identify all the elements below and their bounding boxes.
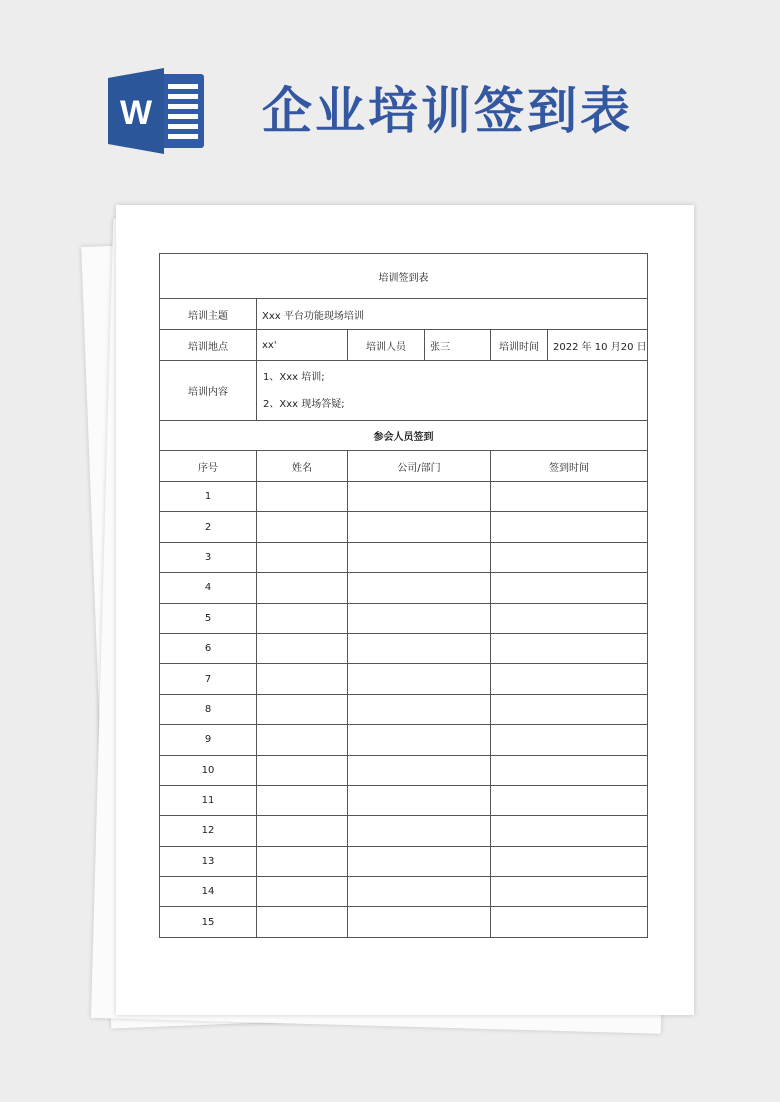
row-sign-time-cell[interactable] <box>491 664 648 694</box>
row-name-cell[interactable] <box>257 907 348 937</box>
row-index: 14 <box>160 877 257 907</box>
topic-value: Xxx 平台功能现场培训 <box>257 299 648 330</box>
table-row <box>160 573 648 603</box>
row-sign-time-cell[interactable] <box>491 633 648 663</box>
row-index: 4 <box>160 573 257 603</box>
row-department-cell[interactable] <box>348 542 491 572</box>
row-name-cell[interactable] <box>257 512 348 542</box>
row-department-cell[interactable] <box>348 512 491 542</box>
table-row <box>160 512 648 542</box>
row-department-cell[interactable] <box>348 846 491 876</box>
row-sign-time-cell[interactable] <box>491 816 648 846</box>
table-row <box>160 664 648 694</box>
row-name-cell[interactable] <box>257 542 348 572</box>
row-department-cell[interactable] <box>348 785 491 815</box>
row-index: 1 <box>160 482 257 512</box>
content-label: 培训内容 <box>160 361 257 421</box>
topic-label: 培训主题 <box>160 299 257 330</box>
row-name-cell[interactable] <box>257 785 348 815</box>
row-department-cell[interactable] <box>348 482 491 512</box>
row-index: 13 <box>160 846 257 876</box>
person-label: 培训人员 <box>348 330 425 361</box>
table-row <box>160 816 648 846</box>
content-line: 1、Xxx 培训; <box>263 371 325 383</box>
sign-in-form-table <box>159 253 648 938</box>
row-name-cell[interactable] <box>257 694 348 724</box>
row-index: 8 <box>160 694 257 724</box>
row-index: 5 <box>160 603 257 633</box>
row-department-cell[interactable] <box>348 633 491 663</box>
row-name-cell[interactable] <box>257 725 348 755</box>
row-department-cell[interactable] <box>348 877 491 907</box>
row-department-cell[interactable] <box>348 603 491 633</box>
banner-title: 企业培训签到表 <box>262 81 633 140</box>
row-department-cell[interactable] <box>348 816 491 846</box>
row-department-cell[interactable] <box>348 725 491 755</box>
table-row <box>160 755 648 785</box>
column-header-sign-time: 签到时间 <box>491 451 648 482</box>
word-app-icon <box>108 68 208 154</box>
location-label: 培训地点 <box>160 330 257 361</box>
table-row <box>160 542 648 572</box>
table-row <box>160 877 648 907</box>
row-name-cell[interactable] <box>257 482 348 512</box>
form-title: 培训签到表 <box>160 254 648 299</box>
row-department-cell[interactable] <box>348 664 491 694</box>
content-value <box>257 361 648 421</box>
word-logo-letter: W <box>119 94 153 132</box>
row-index: 7 <box>160 664 257 694</box>
column-header-name: 姓名 <box>257 451 348 482</box>
table-row <box>160 846 648 876</box>
row-sign-time-cell[interactable] <box>491 785 648 815</box>
table-row <box>160 785 648 815</box>
row-index: 2 <box>160 512 257 542</box>
row-index: 3 <box>160 542 257 572</box>
time-label: 培训时间 <box>491 330 548 361</box>
row-name-cell[interactable] <box>257 846 348 876</box>
section-title: 参会人员签到 <box>160 421 648 451</box>
row-sign-time-cell[interactable] <box>491 846 648 876</box>
row-index: 6 <box>160 633 257 663</box>
time-value: 2022 年 10 月20 日 <box>548 330 648 361</box>
row-department-cell[interactable] <box>348 573 491 603</box>
location-value: xx' <box>257 330 348 361</box>
table-row <box>160 907 648 937</box>
row-name-cell[interactable] <box>257 633 348 663</box>
table-row <box>160 633 648 663</box>
row-name-cell[interactable] <box>257 664 348 694</box>
row-department-cell[interactable] <box>348 907 491 937</box>
row-sign-time-cell[interactable] <box>491 482 648 512</box>
row-sign-time-cell[interactable] <box>491 725 648 755</box>
row-department-cell[interactable] <box>348 755 491 785</box>
row-sign-time-cell[interactable] <box>491 512 648 542</box>
table-row <box>160 482 648 512</box>
row-sign-time-cell[interactable] <box>491 755 648 785</box>
row-name-cell[interactable] <box>257 573 348 603</box>
table-row <box>160 694 648 724</box>
row-index: 10 <box>160 755 257 785</box>
row-sign-time-cell[interactable] <box>491 877 648 907</box>
column-header-index: 序号 <box>160 451 257 482</box>
table-row <box>160 603 648 633</box>
row-sign-time-cell[interactable] <box>491 603 648 633</box>
sign-in-rows <box>160 482 648 938</box>
row-name-cell[interactable] <box>257 816 348 846</box>
content-line: 2、Xxx 现场答疑; <box>263 398 345 410</box>
row-name-cell[interactable] <box>257 603 348 633</box>
row-sign-time-cell[interactable] <box>491 694 648 724</box>
person-value: 张三 <box>425 330 491 361</box>
row-department-cell[interactable] <box>348 694 491 724</box>
row-index: 15 <box>160 907 257 937</box>
row-name-cell[interactable] <box>257 755 348 785</box>
column-header-department: 公司/部门 <box>348 451 491 482</box>
row-sign-time-cell[interactable] <box>491 573 648 603</box>
row-sign-time-cell[interactable] <box>491 542 648 572</box>
row-index: 12 <box>160 816 257 846</box>
row-sign-time-cell[interactable] <box>491 907 648 937</box>
table-row <box>160 725 648 755</box>
row-index: 9 <box>160 725 257 755</box>
row-name-cell[interactable] <box>257 877 348 907</box>
row-index: 11 <box>160 785 257 815</box>
